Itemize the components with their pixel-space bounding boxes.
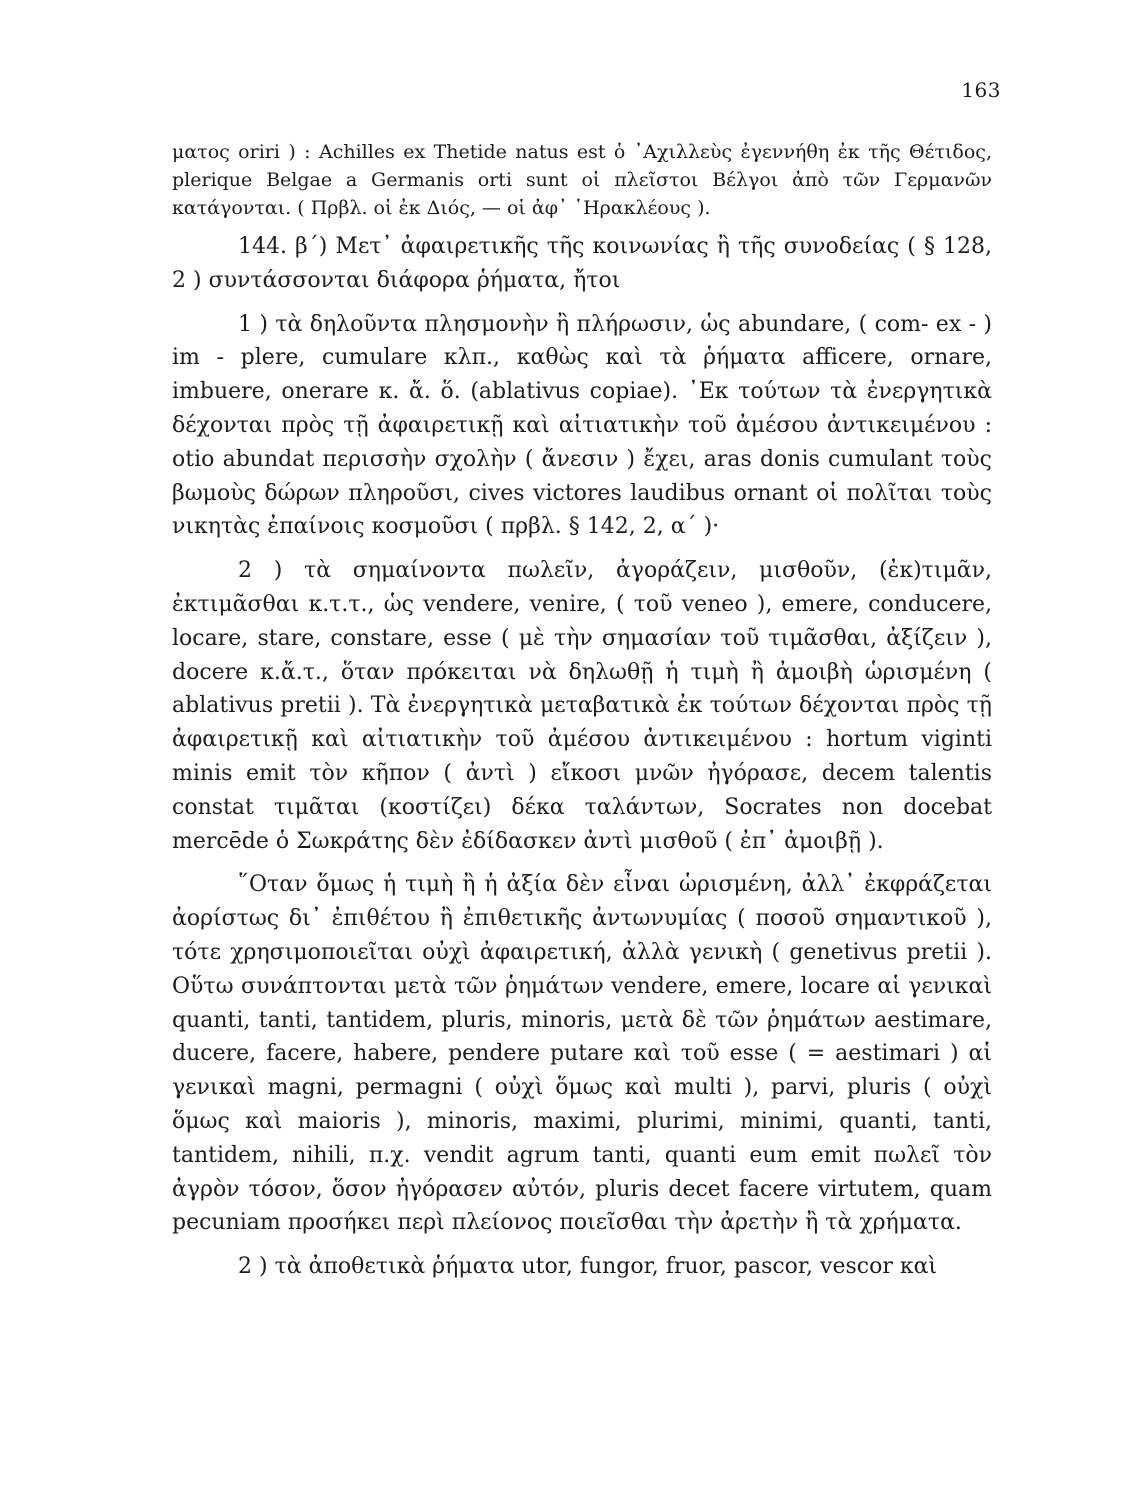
- page-number: 163: [961, 78, 1001, 102]
- paragraph-item-2: 2 ) τὰ σημαίνοντα πωλεῖν, ἀγοράζειν, μισθοῦν, (ἐκ)τιμᾶν, ἐκτιμᾶσθαι κ.τ.τ., ὡς vendere, venire, ( τοῦ veneo ), emere, conducere, locare, stare, constare, esse ( μὲ τὴν σημασίαν τοῦ τιμᾶσθαι, ἀξίζειν ), docere κ.ἄ.τ., ὅταν πρόκειται νὰ δηλωθῇ ἡ τιμὴ ἢ ἀμοιβὴ ὡρισμένη ( ablativus pretii ). Τὰ ἐνεργητικὰ μεταβατικὰ ἐκ τούτων δέχονται πρὸς τῇ ἀφαιρετικῇ καὶ αἰτιατικὴν τοῦ ἀμέσου ἀντικειμένου : hortum viginti minis emit τὸν κῆπον ( ἀντὶ ) εἴκοσι μνῶν ἠγόρασε, decem talentis constat τιμᾶται (κοστίζει) δέκα ταλάντων, Socrates non docebat mercēde ὁ Σωκράτης δὲν ἐδίδασκεν ἀντὶ μισθοῦ ( ἐπ᾿ ἀμοιβῇ ).: [172, 558, 992, 854]
- paragraph-deponent-verbs: 2 ) τὰ ἀποθετικὰ ῥήματα utor, fungor, fruor, pascor, vescor καὶ: [238, 1254, 938, 1280]
- paragraph-item-1: 1 ) τὰ δηλοῦντα πλησμονὴν ἢ πλήρωσιν, ὡς abundare, ( com- ex - ) im - plere, cumulare κλπ., καθὼς καὶ τὰ ῥήματα afficere, ornare, imbuere, onerare κ. ἄ. ὅ. (ablativus copiae). ᾿Εκ τούτων τὰ ἐνεργητικὰ δέχονται πρὸς τῇ ἀφαιρετικῇ καὶ αἰτιατικὴν τοῦ ἀμέσου ἀντικειμένου : otio abundat περισσὴν σχολὴν ( ἄνεσιν ) ἔχει, aras donis cumulant τοὺς βωμοὺς δώρων πληροῦσι, cives victores laudibus ornant οἱ πολῖται τοὺς νικητὰς ἐπαίνοις κοσμοῦσι ( πρβλ. § 142, 2, α΄ )·: [172, 311, 992, 540]
- paragraph-section-144: 144. β΄) Μετ᾿ ἀφαιρετικῆς τῆς κοινωνίας ἢ τῆς συνοδείας ( § 128, 2 ) συντάσσονται διάφορα ῥήματα, ἤτοι: [172, 234, 992, 293]
- paragraph-continuation: ματος oriri ) : Achilles ex Thetide natus est ὁ ᾿Αχιλλεὺς ἐγεννήθη ἐκ τῆς Θέτιδος, plerique Belgae a Germanis orti sunt οἱ πλεῖστοι Βέλγοι ἀπὸ τῶν Γερμανῶν κατάγονται. ( Πρβλ. οἱ ἐκ Διός, — οἱ ἀφ᾿ ῾Ηρακλέους ).: [172, 141, 992, 219]
- paragraph-genetivus-pretii: ῞Οταν ὅμως ἡ τιμὴ ἢ ἡ ἀξία δὲν εἶναι ὡρισμένη, ἀλλ᾿ ἐκφράζεται ἀορίστως δι᾿ ἐπιθέτου ἢ ἐπιθετικῆς ἀντωνυμίας ( ποσοῦ σημαντικοῦ ), τότε χρησιμοποιεῖται οὐχὶ ἀφαιρετική, ἀλλὰ γενικὴ ( genetivus pretii ). Οὕτω συνάπτονται μετὰ τῶν ῥημάτων vendere, emere, locare αἱ γενικαὶ quanti, tanti, tantidem, pluris, minoris, μετὰ δὲ τῶν ῥημάτων aestimare, ducere, facere, habere, pendere putare καὶ τοῦ esse ( = aestimari ) αἱ γενικαὶ magni, permagni ( οὐχὶ ὅμως καὶ multi ), parvi, pluris ( οὐχὶ ὅμως καὶ maioris ), minoris, maximi, plurimi, minimi, quanti, tanti, tantidem, nihili, π.χ. vendit agrum tanti, quanti eum emit πωλεῖ τὸν ἀγρὸν τόσον, ὅσον ἠγόρασεν αὐτόν, pluris decet facere virtutem, quam pecuniam προσήκει περὶ πλείονος ποιεῖσθαι τὴν ἀρετὴν ἢ τὰ χρήματα.: [172, 872, 992, 1236]
- page-body: [172, 138, 992, 1294]
